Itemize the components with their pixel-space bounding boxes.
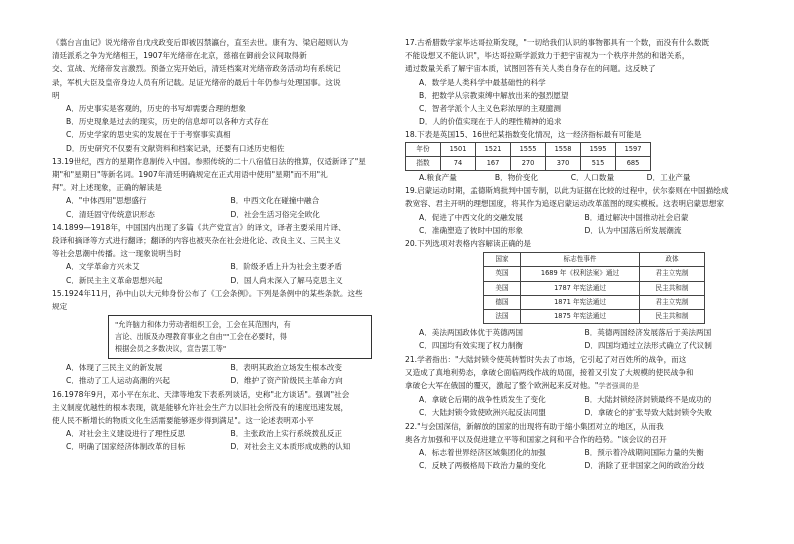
q21-note: 学者强调的是 bbox=[598, 382, 640, 391]
q17-option-a: A．数学是人类科学中最基础性的科学 bbox=[419, 77, 546, 87]
q21-option-a: A．拿破仑后期的战争性质发生了变化 bbox=[419, 395, 546, 405]
q17-line: 通过数量关系了解宇宙本质，试图回答有关人类自身存在的问题。这反映了 bbox=[405, 64, 656, 74]
q16-option-a: A．对社会主义建设进行了理性反思 bbox=[66, 429, 186, 439]
q22-line: 奥各方加强和平以及促进建立平等和国家之间和平合作的趋势。"该会议的召开 bbox=[405, 434, 667, 444]
q15-option-a: A．体现了三民主义的新发展 bbox=[66, 363, 163, 373]
q22-line: 22."与会国深信，新解放的国家的出现将有助于缩小集团对立的地区，从而我 bbox=[405, 421, 664, 431]
q20-options-row bbox=[405, 339, 750, 352]
q20-option-c: C．四国均有效实现了权力制衡 bbox=[419, 341, 524, 351]
q20-table bbox=[483, 252, 705, 324]
table-cell: 英国 bbox=[484, 267, 521, 281]
q13-option-c: C．清廷固守传统意识形态 bbox=[66, 209, 155, 219]
question-22 bbox=[405, 420, 750, 473]
table-cell: 270 bbox=[511, 156, 546, 170]
left-column bbox=[52, 36, 395, 454]
q15-options-row bbox=[52, 374, 395, 387]
q16-option-c: C．明确了国家经济体制改革的目标 bbox=[66, 442, 186, 452]
table-cell: 370 bbox=[546, 156, 581, 170]
q12-line: 清廷派系之争为光绪相王，1907年光绪帝在北京，慈禧在御前会议间取得新 bbox=[52, 51, 307, 61]
q22-options-row bbox=[405, 459, 750, 472]
q14-options-row bbox=[52, 260, 395, 273]
q15-line: 15.1924年11月，孙中山以大元帅身份公布了《工会条例》。下列是条例中的某些条款。这些 bbox=[52, 288, 363, 298]
table-cell: 美国 bbox=[484, 281, 521, 295]
q17-option-b: B．把数学从宗教束缚中解放出来的强烈愿望 bbox=[419, 90, 569, 100]
q12-line: 录，军机大臣及皇帝身边人员有所记载。足证光绪帝的最后十年仍参与处理国事。这说 bbox=[52, 77, 341, 87]
q14-option-c: C．新民主主义革命思想兴起 bbox=[66, 275, 163, 285]
q16-line: 使人民不断增长的物质文化生活需要能够逐步得到满足"。这一论述表明邓小平 bbox=[52, 416, 314, 426]
table-cell: 1875 年宪法通过 bbox=[521, 310, 640, 324]
q15-option-d: D．维护了资产阶级民主革命方向 bbox=[230, 376, 343, 386]
q18-option-d: D．工业产量 bbox=[646, 173, 691, 183]
table-cell: 74 bbox=[441, 156, 476, 170]
q18-option-c: C．人口数量 bbox=[570, 173, 615, 183]
q14-line: 14.1899—1918年，中国国内出现了多篇《共产党宣言》的译文，译者主要采用片译、 bbox=[52, 222, 346, 232]
table-cell: 685 bbox=[616, 156, 651, 170]
table-cell: 515 bbox=[581, 156, 616, 170]
q21-options-row bbox=[405, 393, 750, 406]
q12-line: 《翦台言血记》说光绪帝自戊戌政变后即被囚禁瀛台，直至去世。康有为、梁启超则认为 bbox=[52, 38, 349, 47]
q17-line: 不能设想又不能认识"，毕达哥拉斯学派致力于把宇宙视为一个秩序井然的和谐关系， bbox=[405, 51, 690, 61]
q13-options-row bbox=[52, 208, 395, 221]
table-cell: 1521 bbox=[476, 142, 511, 156]
table-row bbox=[484, 281, 705, 295]
table-header: 政体 bbox=[640, 253, 705, 267]
question-15 bbox=[52, 287, 395, 388]
q21-line: 21.学者指出："大陆封锁令使英转暂时失去了市场，它引起了对百姓所的战争，而这 bbox=[405, 354, 687, 364]
table-row bbox=[484, 267, 705, 281]
q18-option-a: A.粮食产量 bbox=[419, 173, 457, 183]
right-column bbox=[405, 36, 750, 473]
q21-line: 又造成了真地利势态，拿破仑面临两线作战的局面，接着又引发了大规模的使民战争和 bbox=[405, 367, 694, 377]
table-cell: 1787 年宪法通过 bbox=[521, 281, 640, 295]
question-12 bbox=[52, 36, 395, 155]
q13-line: 13.19世纪，西方的星期作息制传入中国。参照传统的二十八宿值日法的推算，仅适新译了"星 bbox=[52, 156, 366, 166]
table-row bbox=[406, 142, 651, 156]
q14-line: 段译和摘译等方式进行翻译；翻译的内容也被夹杂在社会进化论、改良主义、三民主义 bbox=[52, 236, 341, 246]
q13-options-row bbox=[52, 194, 395, 207]
q20-option-b: B．英德两国经济发展落后于美法两国 bbox=[584, 328, 712, 338]
q19-line: 教宽容、君主开明的理想国度，将其作为追逐启蒙运动改革蓝图的现实模板。这表明启蒙思想家 bbox=[405, 199, 724, 209]
q20-intro: 20.下列选项对表格内容解读正确的是 bbox=[405, 239, 531, 249]
q15-quote-box bbox=[108, 315, 372, 359]
table-cell: 法国 bbox=[484, 310, 521, 324]
q13-line: 拜"。对上述现象，正确的解读是 bbox=[52, 183, 162, 193]
q16-line: 主义制度优越性的根本表现，就是能够允许社会生产力以旧社会所没有的速度迅速发展， bbox=[52, 402, 349, 412]
q15-option-c: C．推动了工人运动高潮的兴起 bbox=[66, 376, 171, 386]
q15-line: 规定 bbox=[52, 302, 68, 312]
q17-option-d: D．人的价值实现在于人的理性精神的追求 bbox=[419, 117, 562, 127]
q12-line: 交、宣战、光绪帝发言激烈。预备立宪开始后，清廷档案对光绪帝政务活动均有系统记 bbox=[52, 64, 341, 74]
q21-option-d: D．拿破仑的扩张导致大陆封锁令失败 bbox=[584, 408, 712, 418]
q18-intro: 18.下表是英国15、16世纪某指数变化情况，这一经济指标最有可能是 bbox=[405, 130, 642, 140]
table-cell: 1501 bbox=[441, 142, 476, 156]
q12-option-c: C．历史学家的思史实的发展在于于考察事实真相 bbox=[66, 130, 231, 140]
q21-line bbox=[405, 379, 750, 393]
q20-option-d: D．四国均通过立法形式确立了代议制 bbox=[584, 341, 712, 351]
table-cell: 1595 bbox=[581, 142, 616, 156]
q12-option-d: D．历史研究不仅要有文献资料和档案记录，还要有口述历史相佐 bbox=[66, 143, 285, 153]
q19-option-a: A．促进了中西文化的交融发展 bbox=[419, 212, 523, 222]
table-row bbox=[484, 295, 705, 309]
table-cell: 1555 bbox=[511, 142, 546, 156]
q15-quote-line: 言论、出版及办理教育事业之自由""工会在必要时，得 bbox=[115, 332, 287, 342]
table-cell: 1871 年宪法通过 bbox=[521, 295, 640, 309]
q12-option-b: B．历史现象是过去的现实，历史的信息却可以各种方式存在 bbox=[66, 117, 269, 127]
q14-option-d: D．国人尚未深入了解马克思主义 bbox=[230, 275, 343, 285]
q22-option-d: D．消除了亚非国家之间的政治分歧 bbox=[584, 461, 705, 471]
table-cell: 1597 bbox=[616, 142, 651, 156]
question-17 bbox=[405, 36, 750, 128]
table-cell: 德国 bbox=[484, 295, 521, 309]
q20-options-row bbox=[405, 326, 750, 339]
table-cell: 指数 bbox=[406, 156, 441, 170]
table-row bbox=[484, 310, 705, 324]
q19-option-c: C．准确塑造了彼时中国的形象 bbox=[419, 225, 524, 235]
q14-option-a: A．文学革命方兴未艾 bbox=[66, 262, 140, 272]
q15-option-b: B．表明其政治立场发生根本改变 bbox=[230, 363, 343, 373]
q21-option-b: B．大陆封锁经济封锁最终不是成功的 bbox=[584, 395, 712, 405]
q13-line: 期"和"星期日"等新名词。1907年清廷明确规定在正式用语中使用"星期"而不用"礼 bbox=[52, 170, 328, 180]
q22-option-c: C．反映了两极格局下政治力量的变化 bbox=[419, 461, 546, 471]
q17-line: 17.古希腊数学家毕达哥拉斯发现，"一切给我们认识的事物都具有一个数，而没有什么数既 bbox=[405, 38, 710, 47]
table-header: 国家 bbox=[484, 253, 521, 267]
q15-quote-line: "允许脑力和体力劳动者组织工会，工会在其范围内，有 bbox=[115, 320, 291, 330]
q21-option-c: C．大陆封锁令致使欧洲兴起反法同盟 bbox=[419, 408, 546, 418]
q13-option-a: A．"中体西用"思想盛行 bbox=[66, 196, 147, 206]
q19-option-d: D．认为中国落后所发展潮流 bbox=[584, 225, 682, 235]
q16-options-row bbox=[52, 440, 395, 453]
q22-options-row bbox=[405, 446, 750, 459]
question-20 bbox=[405, 237, 750, 353]
q16-line: 16.1978年9月，邓小平在东北、天津等地发下表系列谈话，史称"北方谈话"。强调"社会 bbox=[52, 389, 350, 399]
question-21 bbox=[405, 353, 750, 420]
q16-option-b: B．主张政治上实行系统拨乱反正 bbox=[230, 429, 343, 439]
q16-options-row bbox=[52, 427, 395, 440]
q21-line-text: 拿破仑大军在俄国的覆灭，激起了整个欧洲起来反对他。" bbox=[405, 381, 599, 391]
q19-option-b: B．通过解决中国推动社会启蒙 bbox=[584, 212, 689, 222]
table-cell: 君主立宪制 bbox=[640, 267, 705, 281]
q22-option-b: B．预示着冷战期间国际力量的失衡 bbox=[584, 448, 704, 458]
table-cell: 1689 年《权利法案》通过 bbox=[521, 267, 640, 281]
q14-option-b: B．阶级矛盾上升为社会主要矛盾 bbox=[230, 262, 343, 272]
q19-options-row bbox=[405, 224, 750, 237]
question-19 bbox=[405, 184, 750, 237]
q19-line: 19.启蒙运动时期，孟德斯鸠批判中国专制，以此为证据在比较的过程中，伏尔泰则在中国描绘成 bbox=[405, 186, 729, 196]
table-cell: 1558 bbox=[546, 142, 581, 156]
q12-option-a: A．历史事实是客观的，历史的书写却需要合理的想象 bbox=[66, 104, 246, 114]
table-row bbox=[406, 156, 651, 170]
q12-line: 明 bbox=[52, 90, 60, 100]
q14-options-row bbox=[52, 274, 395, 287]
table-cell: 君主立宪制 bbox=[640, 295, 705, 309]
q15-options-row bbox=[52, 361, 395, 374]
q14-line: 等社会思潮中传播。这一现象说明当时 bbox=[52, 249, 182, 259]
q13-option-b: B．中西文化在碰撞中融合 bbox=[230, 196, 320, 206]
table-cell: 167 bbox=[476, 156, 511, 170]
q22-option-a: A．标志着世界经济区域集团化的加强 bbox=[419, 448, 546, 458]
q13-option-d: D．社会生活习俗完全欧化 bbox=[230, 209, 320, 219]
table-cell: 年份 bbox=[406, 142, 441, 156]
table-header-row bbox=[484, 253, 705, 267]
q16-option-d: D．对社会主义本质形成成熟的认知 bbox=[230, 442, 351, 452]
q15-quote-line: 根据会员之多数决议，宣告罢工等" bbox=[115, 344, 227, 354]
q18-options-row bbox=[405, 171, 750, 184]
question-18 bbox=[405, 128, 750, 184]
table-cell: 民主共和制 bbox=[640, 281, 705, 295]
q20-option-a: A．美法两国政体优于英德两国 bbox=[419, 328, 523, 338]
q19-options-row bbox=[405, 211, 750, 224]
question-16 bbox=[52, 388, 395, 454]
question-14 bbox=[52, 221, 395, 287]
q18-table bbox=[405, 142, 651, 171]
table-header: 标志性事件 bbox=[521, 253, 640, 267]
q21-options-row bbox=[405, 406, 750, 419]
q18-option-b: B．物价变化 bbox=[494, 173, 539, 183]
table-cell: 民主共和制 bbox=[640, 310, 705, 324]
q17-option-c: C．智者学派个人主义色彩浓厚的主观臆测 bbox=[419, 104, 561, 114]
question-13 bbox=[52, 155, 395, 221]
